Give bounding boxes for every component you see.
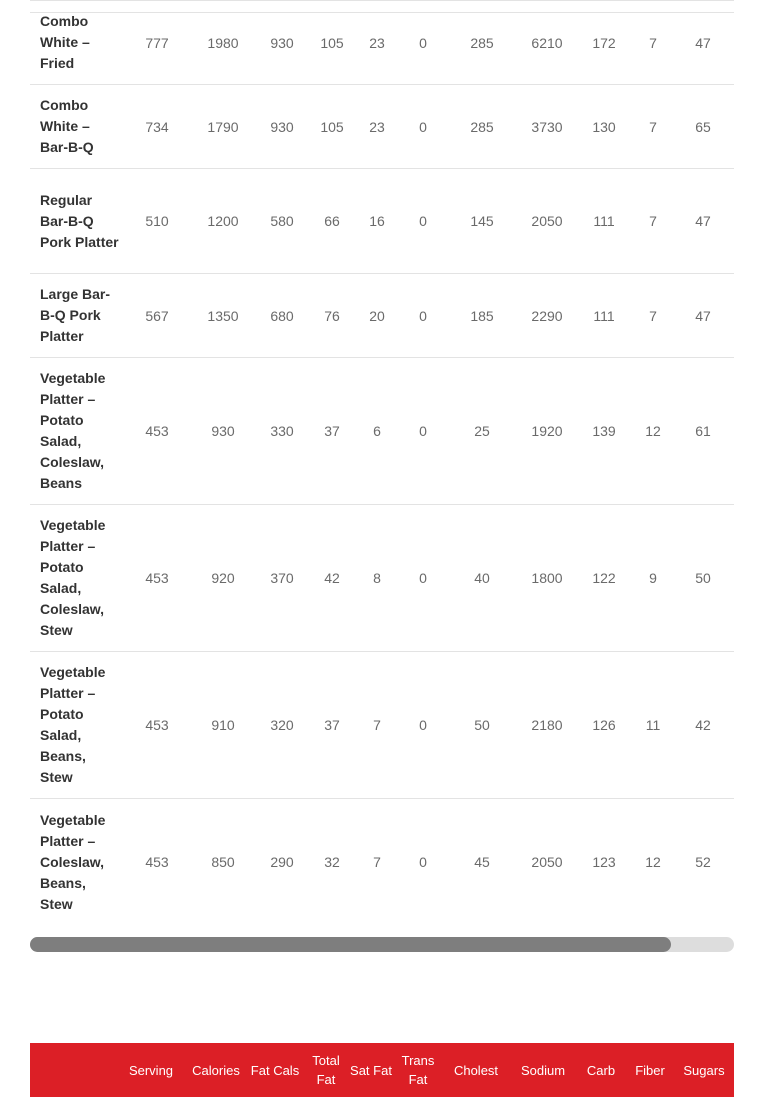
sugars-cell: 50 <box>672 505 734 652</box>
header-fiber: Fiber <box>635 1062 665 1078</box>
carb-cell: 172 <box>574 1 634 85</box>
table-row <box>30 274 734 358</box>
calories-cell: 850 <box>194 799 252 926</box>
fiber-cell: 12 <box>634 358 672 505</box>
header-carb: Carb <box>586 1062 616 1078</box>
table-row <box>30 85 734 169</box>
trans-fat-cell: 0 <box>402 652 444 799</box>
calories-cell: 1350 <box>194 274 252 358</box>
serving-cell: 734 <box>120 85 194 169</box>
sugars-cell: 47 <box>672 1 734 85</box>
total-fat-cell: 66 <box>312 169 352 274</box>
header-sat-fat: Sat Fat <box>350 1062 392 1078</box>
calories-cell: 1980 <box>194 1 252 85</box>
sat-fat-cell: 16 <box>352 169 402 274</box>
scrollbar-thumb[interactable] <box>30 937 671 952</box>
sugars-cell: 52 <box>672 799 734 926</box>
fat-cals-cell: 320 <box>252 652 312 799</box>
header-sugars: Sugars <box>683 1062 725 1078</box>
calories-cell: 930 <box>194 358 252 505</box>
trans-fat-cell: 0 <box>402 274 444 358</box>
serving-cell: 567 <box>120 274 194 358</box>
calories-cell: 910 <box>194 652 252 799</box>
table-row <box>30 358 734 505</box>
sodium-cell: 6210 <box>520 1 574 85</box>
sat-fat-cell: 7 <box>352 652 402 799</box>
item-name: Combo White – Fried <box>30 1 120 85</box>
fat-cals-cell: 330 <box>252 358 312 505</box>
carb-cell: 111 <box>574 169 634 274</box>
sodium-cell: 1920 <box>520 358 574 505</box>
carb-cell: 111 <box>574 274 634 358</box>
sodium-cell: 1800 <box>520 505 574 652</box>
sat-fat-cell: 7 <box>352 799 402 926</box>
sugars-cell: 42 <box>672 652 734 799</box>
fat-cals-cell: 370 <box>252 505 312 652</box>
carb-cell: 130 <box>574 85 634 169</box>
cholest-cell: 185 <box>444 274 520 358</box>
carb-cell: 126 <box>574 652 634 799</box>
fiber-cell: 11 <box>634 652 672 799</box>
header-fat-cals: Fat Cals <box>250 1062 300 1078</box>
serving-cell: 777 <box>120 1 194 85</box>
total-fat-cell: 32 <box>312 799 352 926</box>
fiber-cell: 9 <box>634 505 672 652</box>
serving-cell: 453 <box>120 505 194 652</box>
total-fat-cell: 76 <box>312 274 352 358</box>
total-fat-cell: 37 <box>312 358 352 505</box>
sugars-cell: 61 <box>672 358 734 505</box>
item-name: Regular Bar-B-Q Pork Platter <box>30 169 120 274</box>
item-name: Vegetable Platter – Potato Salad, Coleslaw, Beans <box>30 358 120 505</box>
table-row <box>30 799 734 926</box>
horizontal-scrollbar[interactable] <box>30 937 734 952</box>
item-name: Vegetable Platter – Potato Salad, Coleslaw, Stew <box>30 505 120 652</box>
cholest-cell: 40 <box>444 505 520 652</box>
sodium-cell: 2180 <box>520 652 574 799</box>
table-row <box>30 505 734 652</box>
sodium-cell: 2050 <box>520 169 574 274</box>
cholest-cell: 145 <box>444 169 520 274</box>
carb-cell: 123 <box>574 799 634 926</box>
fiber-cell: 12 <box>634 799 672 926</box>
fat-cals-cell: 930 <box>252 85 312 169</box>
fat-cals-cell: 290 <box>252 799 312 926</box>
total-fat-cell: 105 <box>312 1 352 85</box>
header-calories: Calories <box>192 1062 240 1078</box>
sat-fat-cell: 20 <box>352 274 402 358</box>
carb-cell: 139 <box>574 358 634 505</box>
sodium-cell: 3730 <box>520 85 574 169</box>
sugars-cell: 47 <box>672 274 734 358</box>
sugars-cell: 47 <box>672 169 734 274</box>
calories-cell: 1790 <box>194 85 252 169</box>
trans-fat-cell: 0 <box>402 85 444 169</box>
calories-cell: 1200 <box>194 169 252 274</box>
total-fat-cell: 37 <box>312 652 352 799</box>
sugars-cell: 65 <box>672 85 734 169</box>
sat-fat-cell: 6 <box>352 358 402 505</box>
sodium-cell: 2290 <box>520 274 574 358</box>
sat-fat-cell: 8 <box>352 505 402 652</box>
fiber-cell: 7 <box>634 1 672 85</box>
header-blank-cell <box>30 1043 116 1097</box>
item-name: Large Bar-B-Q Pork Platter <box>30 274 120 358</box>
item-name: Vegetable Platter – Coleslaw, Beans, Stew <box>30 799 120 926</box>
sat-fat-cell: 23 <box>352 85 402 169</box>
cholest-cell: 25 <box>444 358 520 505</box>
fiber-cell: 7 <box>634 85 672 169</box>
fat-cals-cell: 580 <box>252 169 312 274</box>
sat-fat-cell: 23 <box>352 1 402 85</box>
next-table-header <box>30 1043 734 1097</box>
item-name: Combo White – Bar-B-Q <box>30 85 120 169</box>
trans-fat-cell: 0 <box>402 799 444 926</box>
fiber-cell: 7 <box>634 169 672 274</box>
item-name: Vegetable Platter – Potato Salad, Beans, Stew <box>30 652 120 799</box>
total-fat-cell: 105 <box>312 85 352 169</box>
serving-cell: 453 <box>120 652 194 799</box>
calories-cell: 920 <box>194 505 252 652</box>
fat-cals-cell: 680 <box>252 274 312 358</box>
header-cholest: Cholest <box>453 1062 499 1078</box>
sodium-cell: 2050 <box>520 799 574 926</box>
table-row <box>30 169 734 274</box>
header-serving: Serving <box>128 1062 174 1078</box>
cholest-cell: 285 <box>444 85 520 169</box>
carb-cell: 122 <box>574 505 634 652</box>
table-row <box>30 652 734 799</box>
cholest-cell: 285 <box>444 1 520 85</box>
trans-fat-cell: 0 <box>402 169 444 274</box>
header-sodium: Sodium <box>520 1062 566 1078</box>
header-total-fat: Total Fat <box>312 1053 340 1087</box>
serving-cell: 453 <box>120 799 194 926</box>
total-fat-cell: 42 <box>312 505 352 652</box>
fat-cals-cell: 930 <box>252 1 312 85</box>
serving-cell: 453 <box>120 358 194 505</box>
table-row <box>30 1 734 85</box>
nutrition-table <box>30 0 734 926</box>
fiber-cell: 7 <box>634 274 672 358</box>
cholest-cell: 45 <box>444 799 520 926</box>
header-trans-fat: Trans Fat <box>401 1053 435 1087</box>
trans-fat-cell: 0 <box>402 505 444 652</box>
serving-cell: 510 <box>120 169 194 274</box>
trans-fat-cell: 0 <box>402 1 444 85</box>
cholest-cell: 50 <box>444 652 520 799</box>
trans-fat-cell: 0 <box>402 358 444 505</box>
